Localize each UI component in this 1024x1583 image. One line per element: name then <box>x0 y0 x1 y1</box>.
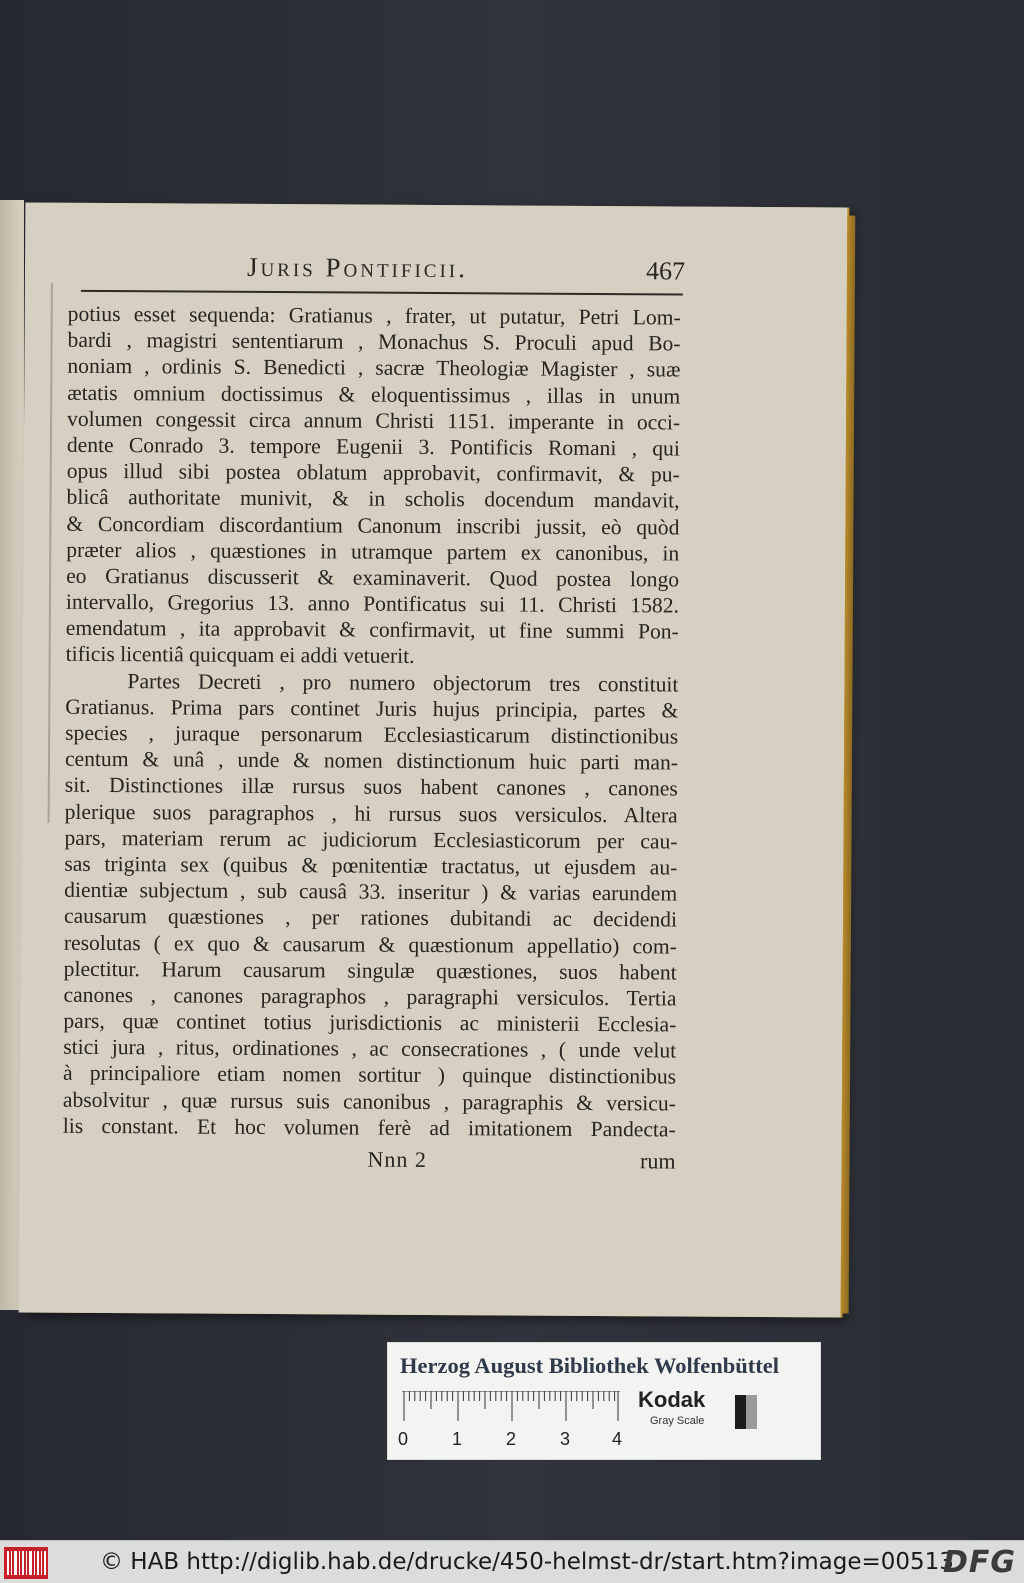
text-line: centum & unâ , unde & nomen distinctionum huic parti man- <box>64 746 679 775</box>
ruler-number: 3 <box>560 1429 571 1449</box>
text-line: à principaliore etiam nomen sortitur ) quinque distinctionibus <box>63 1061 677 1089</box>
text-line: bardi , magistri sententiarum , Monachus S. Proculi apud Bo- <box>67 327 681 356</box>
text-line: plerique suos paragraphos , hi rursus suos versiculos. Altera <box>64 799 678 828</box>
gray-swatch <box>724 1395 768 1429</box>
text-line: præter alios , quæstiones in utramque partem ex canonibus, in <box>66 537 680 566</box>
barcode-icon <box>4 1547 48 1579</box>
running-head: Juris Pontificii. <box>246 251 469 284</box>
text-line: sit. Distinctiones illæ rursus suos habent canones , canones <box>64 773 678 801</box>
text-line: blicâ authoritate munivit, & in scholis docendum mandavit, <box>66 485 680 513</box>
ruler-number: 4 <box>612 1429 623 1449</box>
text-line: opus illud sibi postea oblatum approbavit, confirmavit, & pu- <box>66 458 680 487</box>
catchword: rum <box>640 1148 676 1174</box>
text-line: species , juraque personarum Ecclesiasticarum distinctionibus <box>65 720 679 749</box>
header-rule <box>81 290 683 296</box>
text-line: stici jura , ritus, ordinationes , ac consecrationes , ( unde velut <box>63 1034 677 1063</box>
text-line: intervallo, Gregorius 13. anno Pontificatus sui 11. Christi 1582. <box>65 589 680 618</box>
text-line: noniam , ordinis S. Benedicti , sacræ Theologiæ Magister , suæ <box>67 354 681 382</box>
ruler-numbers <box>398 1429 638 1449</box>
color-calibration-card <box>387 1342 821 1460</box>
dfg-logo: DFG <box>942 1545 1016 1580</box>
ruler-scale <box>402 1391 620 1425</box>
page-footer <box>62 1145 675 1177</box>
text-line: resolutas ( ex quo & causarum & quæstionum appellatio) com- <box>63 930 677 958</box>
card-title: Herzog August Bibliothek Wolfenbüttel <box>400 1353 779 1378</box>
text-line: dente Conrado 3. tempore Eugenii 3. Pontificis Romani , qui <box>66 432 680 461</box>
book-page <box>19 202 848 1317</box>
text-line: eo Gratianus discusserit & examinaverit. Quod postea longo <box>66 563 680 592</box>
text-line: causarum quæstiones , per rationes dubitandi ac decidendi <box>63 904 678 932</box>
ruler-number: 2 <box>506 1429 517 1449</box>
kodak-brand: Kodak <box>638 1387 706 1412</box>
text-line: Gratianus. Prima pars continet Juris hujus principia, partes & <box>65 694 679 723</box>
text-line: volumen congessit circa annum Christi 1151. imperante in occi- <box>67 406 681 435</box>
text-line: & Concordiam discordantium Canonum inscribi jussit, eò quòd <box>66 511 680 540</box>
text-line: Partes Decreti , pro numero objectorum tres constituit <box>127 668 679 697</box>
ruler-number: 0 <box>398 1429 409 1449</box>
text-line: lis constant. Et hoc volumen ferè ad imitationem Pandecta- <box>62 1113 676 1142</box>
page-fold <box>48 283 53 823</box>
text-line: pars, quæ continet totius jurisdictionis ac ministerii Ecclesia- <box>63 1008 677 1037</box>
text-line: tificis licentiâ quicquam ei addi vetuerit. <box>65 642 415 669</box>
text-line: ætatis omnium doctissimus & eloquentissimus , illas in unum <box>67 380 681 409</box>
body-text <box>63 301 681 1143</box>
text-line: potius esset sequenda: Gratianus , frater, ut putatur, Petri Lom- <box>67 301 681 330</box>
text-line: dientiæ subjectum , sub causâ 33. inseritur ) & varias earundem <box>64 877 678 906</box>
source-url: © HAB http://diglib.hab.de/drucke/450-helmst-dr/start.htm?image=00513 <box>100 1549 954 1575</box>
viewer-footer-bar <box>0 1540 1024 1583</box>
page-number: 467 <box>645 256 686 286</box>
text-line: canones , canones paragraphos , paragraphi versiculos. Tertia <box>63 982 677 1011</box>
text-line: plectitur. Harum causarum singulæ quæstiones, suos habent <box>63 956 677 985</box>
text-line: absolvitur , quæ rursus suis canonibus , paragraphis & versicu- <box>62 1087 676 1116</box>
text-line: emendatum , ita approbavit & confirmavit, ut fine summi Pon- <box>65 616 679 644</box>
text-line: pars, materiam rerum ac judiciorum Ecclesiasticorum per cau- <box>64 825 678 854</box>
text-line: sas triginta sex (quibus & pœnitentiæ tractatus, ut ejusdem au- <box>64 851 678 880</box>
grayscale-label: Gray Scale <box>650 1415 705 1427</box>
signature-mark: Nnn 2 <box>367 1146 428 1172</box>
ruler-number: 1 <box>452 1429 463 1449</box>
